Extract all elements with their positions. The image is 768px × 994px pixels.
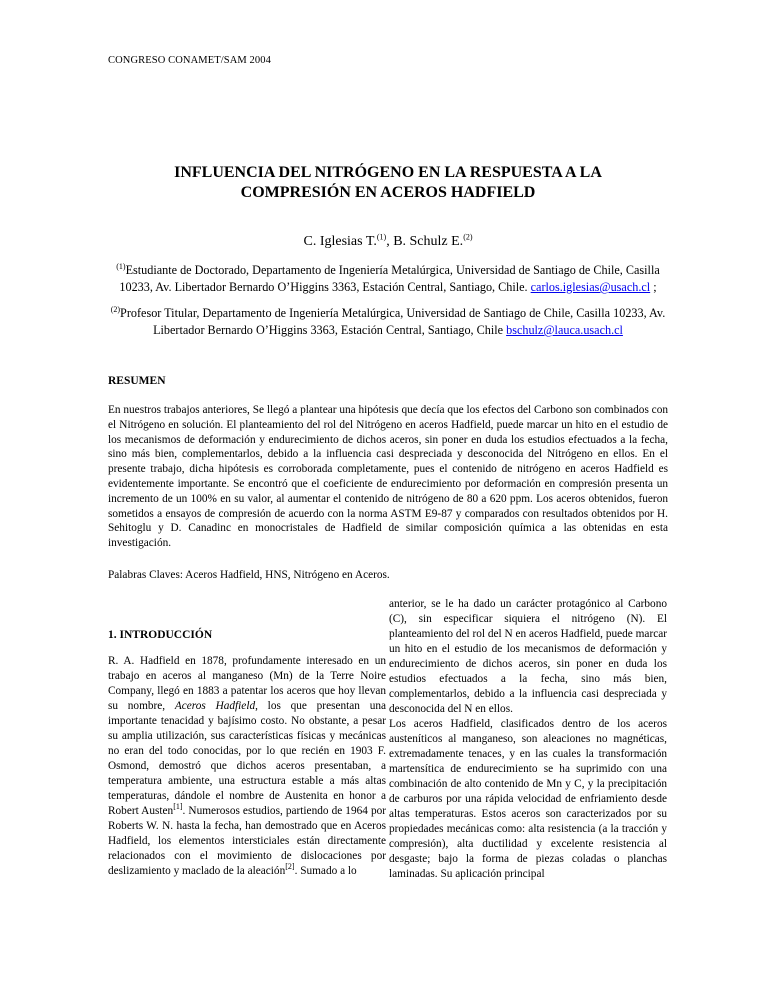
title-line-2: COMPRESIÓN EN ACEROS HADFIELD (240, 184, 536, 201)
intro-p1-part-a: R. A. Hadfield en 1878, profundamente interesado en un trabajo en aceros al manganeso (Mn) de la Terre Noire Company, llegó en 1883 a patentar los aceros que hoy llevan su nombre, (108, 655, 386, 712)
intro-paragraph-3: Los aceros Hadfield, clasificados dentro de los aceros austeníticos al manganeso, son aleaciones no magnéticas, extremadamente tenaces, y en las cuales la transformación martensítica de endurecimiento se ha suprimido con una combinación de alto contenido de Mn y C, y la precipitación de carburos por una rápida velocidad de enfriamiento desde altas temperaturas. Estos aceros son caracterizados por su propiedades mecánicas como: alta resistencia (a la tracción y compresión), alta ductilidad y excelente resistencia al desgaste; bajo la forma de piezas coladas o planchas laminadas. Su aplicación principal (389, 718, 667, 880)
affiliation-1-text: Estudiante de Doctorado, Departamento de Ingeniería Metalúrgica, Universidad de Santiago de Chile, Casilla 10233, Av. Libertador Bernardo O’Higgins 3363, Estación Central, Santiago, Chile. (119, 263, 660, 294)
intro-p1-part-d: . Sumado a lo (294, 865, 357, 877)
author-2-name: B. Schulz E. (393, 234, 464, 249)
intro-heading: 1. INTRODUCCIÓN (108, 629, 213, 641)
intro-paragraph-1 (108, 654, 386, 879)
author-1-name: C. Iglesias T. (303, 234, 377, 249)
resumen-heading: RESUMEN (108, 375, 166, 387)
affiliation-2-email-link[interactable]: bschulz@lauca.usach.cl (506, 323, 623, 337)
left-column (108, 654, 386, 879)
intro-p1-part-c: . Numerosos estudios, partiendo de 1964 por Roberts W. N. hasta la fecha, han demostrado que en Aceros Hadfield, los elementos intersticiales están directamente relacionados con el movimiento de dislocaciones por deslizamiento y maclado de la aleación (108, 805, 387, 877)
citation-ref-2: [2] (285, 862, 295, 872)
conference-header: CONGRESO CONAMET/SAM 2004 (108, 55, 271, 66)
author-list (108, 234, 668, 250)
affiliation-1-mark: (1) (116, 261, 126, 271)
author-1-affil-mark: (1) (376, 232, 387, 242)
affiliation-1 (108, 262, 668, 296)
affiliation-2-mark: (2) (110, 304, 121, 314)
keywords: Palabras Claves: Aceros Hadfield, HNS, Nitrógeno en Aceros. (108, 569, 390, 581)
affiliation-2 (108, 305, 668, 339)
citation-ref-1: [1] (173, 802, 183, 812)
author-2-affil-mark: (2) (463, 232, 473, 242)
affiliation-1-email-link[interactable]: carlos.iglesias@usach.cl (530, 280, 651, 294)
intro-paragraph-2: anterior, se le ha dado un carácter protagónico al Carbono (C), sin especificar siquiera el nitrógeno (N). El planteamiento del rol del N en aceros Hadfield, puede marcar un hito en el estudio de los mecanismos de deformación y endurecimiento de dichos aceros, sin poner en duda los estudios efectuados a la fecha, sino más bien, complementarlos, debido a la influencia casi despreciada y desconocida del N en ellos. (389, 598, 667, 715)
author-separator: , (386, 234, 394, 249)
affiliation-1-trail: ; (650, 280, 657, 294)
resumen-text: En nuestros trabajos anteriores, Se llegó a plantear una hipótesis que decía que los efectos del Carbono son combinados con el Nitrógeno en solución. El planteamiento del rol del Nitrógeno en aceros Hadfield, puede marcar un hito en el estudio de los mecanismos de deformación y endurecimiento de dichos aceros, sin poner en duda los estudios efectuados a la fecha, sino más bien, complementarlos, debido a la influencia casi despreciada y desconocida del Nitrógeno en ellos. En el presente trabajo, dicha hipótesis es corroborada completamente, pues el contenido de nitrógeno en aceros Hadfield es evidentemente importante. Se encontró que el coeficiente de endurecimiento por deformación en compresión presenta un incremento de un 100% en su valor, al aumentar el contenido de nitrógeno de 80 a 620 ppm. Los aceros obtenidos, fueron sometidos a ensayos de compresión de acuerdo con la norma ASTM E9-87 y comparados con resultados obtenidos por H. Sehitoglu y D. Canadinc en monocristales de Hadfield de similar composición química a las obtenidas en esta investigación. (108, 404, 668, 550)
intro-p1-italic: Aceros Hadfield (174, 700, 256, 712)
paper-title (108, 163, 668, 203)
intro-p1-part-b: , los que presentan una importante tenacidad y bajísimo costo. No obstante, a pesar su amplia utilización, sus características físicas y mecánicas no eran del todo conocidas, por lo que recién en 1903 F. Osmond, demostró que dichos aceros presentaban, a temperatura ambiente, una estructura estable a más altas temperaturas, dándole el nombre de Austenita en honor a Robert Austen (108, 700, 386, 817)
affiliation-2-text: Profesor Titular, Departamento de Ingeniería Metalúrgica, Universidad de Santiago de Chile, Casilla 10233, Av. Libertador Bernardo O’Higgins 3363, Estación Central, Santiago, Chile (120, 306, 666, 337)
title-line-1: INFLUENCIA DEL NITRÓGENO EN LA RESPUESTA A LA (174, 164, 602, 181)
right-column (389, 597, 667, 882)
